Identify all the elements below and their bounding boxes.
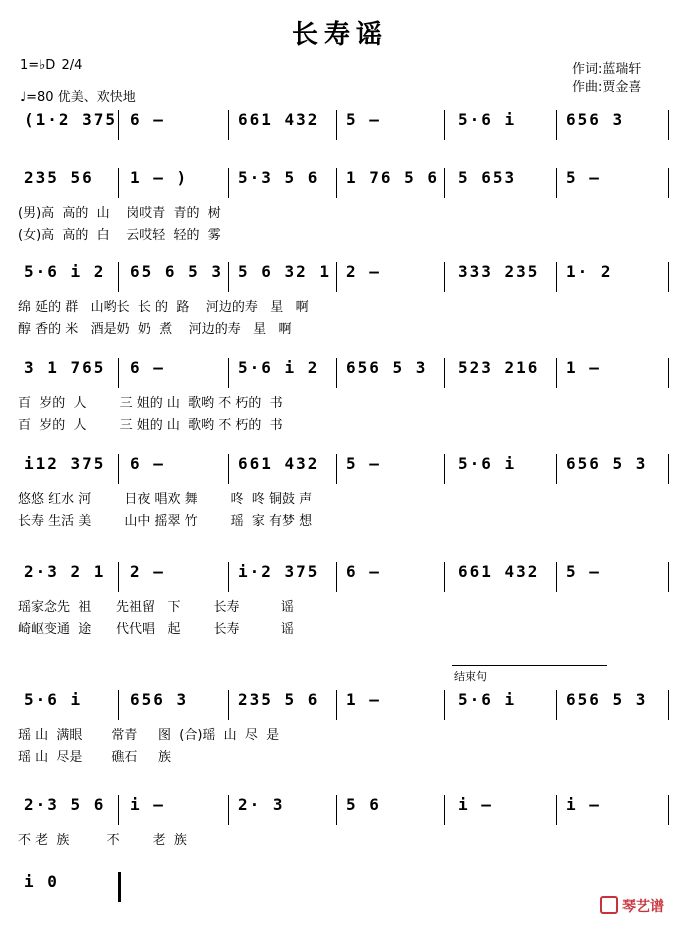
barline (228, 795, 229, 825)
measure: 333 235 (458, 262, 540, 281)
barline (228, 262, 229, 292)
measure: i – (566, 795, 601, 814)
key-label: 1=♭D (20, 58, 56, 73)
measure: 5·6 i (458, 690, 517, 709)
barline (118, 690, 119, 720)
barline (336, 454, 337, 484)
lyric-line: 绵 延的 群 山哟长 长 的 路 河边的寿 星 啊 (18, 300, 309, 315)
measure: 1 – (566, 358, 601, 377)
barline (336, 795, 337, 825)
measure: 656 3 (130, 690, 189, 709)
barline (336, 110, 337, 140)
measure: 5·3 5 6 (238, 168, 320, 187)
measure: i 0 (24, 872, 59, 891)
measure: 5 6 (346, 795, 381, 814)
measure: 5·6 i 2 (238, 358, 320, 377)
ending-label: 结束句 (454, 670, 487, 683)
lyric-line: (男)高 高的 山 岗哎青 青的 树 (18, 206, 221, 221)
measure: 5·6 i (24, 690, 83, 709)
measure: 656 5 3 (566, 454, 648, 473)
barline (118, 562, 119, 592)
barline (556, 454, 557, 484)
measure: i – (130, 795, 165, 814)
lyric-line: 长寿 生活 美 山中 摇翠 竹 瑶 家 有梦 想 (18, 514, 313, 529)
measure: 5 – (346, 110, 381, 129)
logo-text: 琴艺谱 (622, 899, 664, 915)
lyric-line: 百 岁的 人 三 姐的 山 歌哟 不 朽的 书 (18, 396, 283, 411)
barline (118, 358, 119, 388)
measure: 5·6 i (458, 110, 517, 129)
barline (444, 454, 445, 484)
barline (228, 690, 229, 720)
measure: 6 – (346, 562, 381, 581)
lyric-line: 不 老 族 不 老 族 (18, 833, 187, 848)
barline (556, 562, 557, 592)
measure: 5 – (566, 562, 601, 581)
barline (556, 168, 557, 198)
measure: 5·6 i 2 (24, 262, 106, 281)
barline (444, 795, 445, 825)
barline (556, 795, 557, 825)
measure: 1 76 5 6 (346, 168, 440, 187)
time-signature: 2/4 (61, 58, 83, 73)
barline (118, 110, 119, 140)
notes-line (0, 110, 680, 140)
barline (118, 795, 119, 825)
measure: 65 6 5 3 (130, 262, 224, 281)
lyric-line: 崎岖变通 途 代代唱 起 长寿 谣 (18, 622, 294, 637)
barline (668, 168, 669, 198)
lyricist-credit: 作词:蓝瑞轩 (572, 62, 642, 77)
measure: 2 – (130, 562, 165, 581)
lyric-line: 瑶 山 尽是 礁石 族 (18, 750, 171, 765)
barline (228, 358, 229, 388)
barline (228, 562, 229, 592)
composer-credit: 作曲:贾金喜 (572, 80, 642, 95)
barline (668, 690, 669, 720)
notes-line (0, 690, 680, 720)
barline (228, 168, 229, 198)
notes-line (0, 795, 680, 825)
barline (556, 690, 557, 720)
measure: 1 – ) (130, 168, 189, 187)
site-logo (600, 896, 664, 916)
measure: i·2 375 (238, 562, 320, 581)
measure: i12 375 (24, 454, 106, 473)
barline (444, 262, 445, 292)
barline (118, 454, 119, 484)
measure: 5 653 (458, 168, 517, 187)
measure: 235 56 (24, 168, 94, 187)
measure: 3 1 765 (24, 358, 106, 377)
lyric-line: 百 岁的 人 三 姐的 山 歌哟 不 朽的 书 (18, 418, 283, 433)
barline (556, 110, 557, 140)
logo-icon (600, 896, 618, 914)
barline (118, 872, 121, 902)
barline (444, 562, 445, 592)
measure: 5 – (346, 454, 381, 473)
measure: 1· 2 (566, 262, 613, 281)
barline (336, 262, 337, 292)
barline (336, 168, 337, 198)
measure: 5 6 32 1 (238, 262, 332, 281)
barline (668, 795, 669, 825)
measure: 523 216 (458, 358, 540, 377)
measure: (1·2 375 (24, 110, 118, 129)
barline (336, 690, 337, 720)
notes-line (0, 872, 680, 902)
key-signature (20, 58, 82, 73)
lyric-line: 瑶家念先 祖 先祖留 下 长寿 谣 (18, 600, 294, 615)
barline (228, 110, 229, 140)
barline (556, 262, 557, 292)
lyric-line: (女)高 高的 白 云哎轻 轻的 雾 (18, 228, 221, 243)
barline (668, 454, 669, 484)
measure: 6 – (130, 110, 165, 129)
lyric-line: 悠悠 红水 河 日夜 唱欢 舞 咚 咚 铜鼓 声 (18, 492, 313, 507)
lyric-line: 醇 香的 米 酒是奶 奶 煮 河边的寿 星 啊 (18, 322, 292, 337)
measure: 6 – (130, 358, 165, 377)
barline (444, 358, 445, 388)
barline (444, 690, 445, 720)
barline (336, 562, 337, 592)
measure: 656 5 3 (566, 690, 648, 709)
notes-line (0, 168, 680, 198)
barline (336, 358, 337, 388)
measure: 661 432 (238, 110, 320, 129)
measure: 2·3 5 6 (24, 795, 106, 814)
barline (668, 262, 669, 292)
measure: 661 432 (238, 454, 320, 473)
measure: 656 5 3 (346, 358, 428, 377)
song-title: 长寿谣 (291, 20, 388, 50)
notes-line (0, 454, 680, 484)
measure: 2 – (346, 262, 381, 281)
measure: 2· 3 (238, 795, 285, 814)
barline (118, 262, 119, 292)
notes-line (0, 562, 680, 592)
barline (556, 358, 557, 388)
barline (668, 562, 669, 592)
measure: i – (458, 795, 493, 814)
ending-bracket (452, 665, 607, 666)
measure: 6 – (130, 454, 165, 473)
measure: 661 432 (458, 562, 540, 581)
barline (444, 110, 445, 140)
barline (668, 110, 669, 140)
barline (118, 168, 119, 198)
measure: 656 3 (566, 110, 625, 129)
notes-line (0, 358, 680, 388)
barline (444, 168, 445, 198)
measure: 5·6 i (458, 454, 517, 473)
tempo-marking: ♩=80 优美、欢快地 (20, 90, 136, 105)
barline (668, 358, 669, 388)
measure: 2·3 2 1 (24, 562, 106, 581)
measure: 235 5 6 (238, 690, 320, 709)
measure: 5 – (566, 168, 601, 187)
notes-line (0, 262, 680, 292)
lyric-line: 瑶 山 满眼 常青 图 (合)瑶 山 尽 是 (18, 728, 280, 743)
barline (228, 454, 229, 484)
measure: 1 – (346, 690, 381, 709)
